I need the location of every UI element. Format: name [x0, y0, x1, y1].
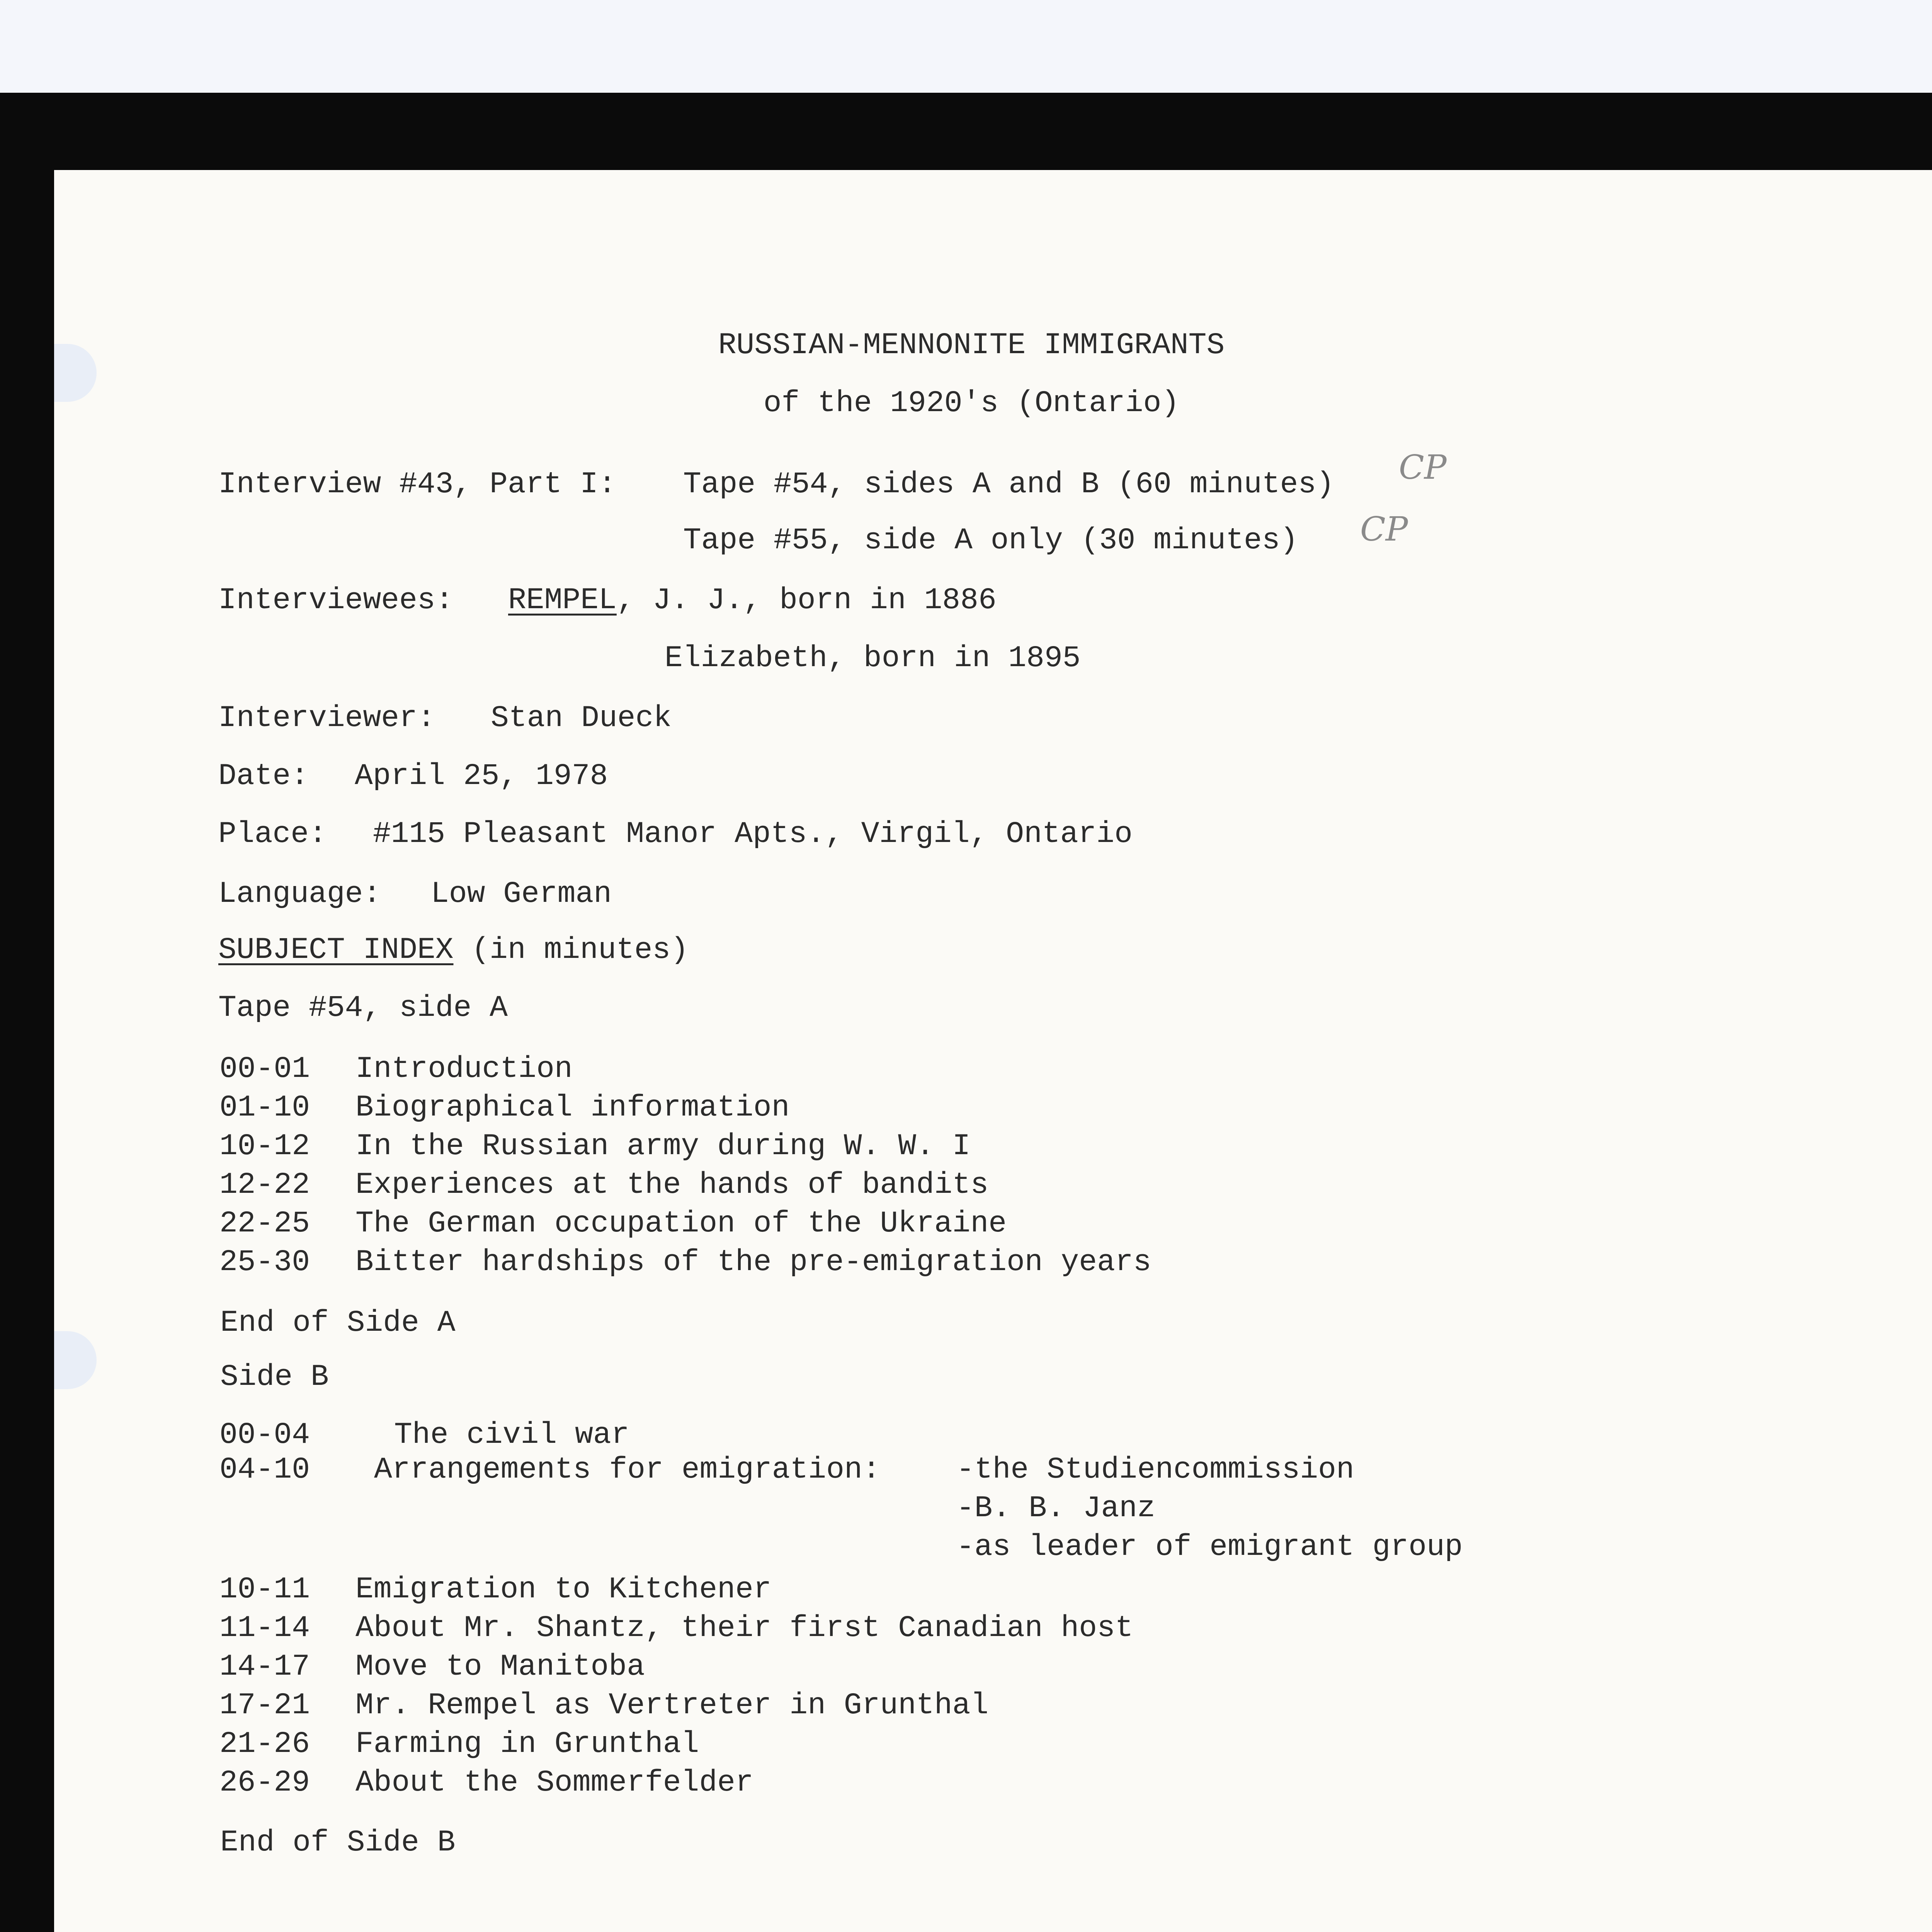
index-subitem: -B. B. Janz — [956, 1492, 1155, 1526]
index-subitem: -the Studiencommission — [956, 1453, 1354, 1487]
index-time: 10-11 — [219, 1573, 310, 1607]
language-label: Language: — [218, 877, 381, 911]
index-topic: About the Sommerfelder — [355, 1766, 753, 1800]
index-time: 00-04 — [219, 1418, 310, 1452]
place-value: #115 Pleasant Manor Apts., Virgil, Ontario — [373, 817, 1133, 851]
background-sheet — [0, 0, 1932, 93]
interviewee-line-1 — [508, 585, 997, 616]
side-b-heading: Side B — [220, 1360, 329, 1394]
index-topic: The German occupation of the Ukraine — [355, 1207, 1007, 1241]
language-value: Low German — [431, 877, 612, 911]
tape-heading: Tape #54, side A — [218, 991, 508, 1025]
index-time: 10-12 — [219, 1129, 310, 1163]
handwritten-mark-1: CP — [1399, 448, 1447, 487]
index-time: 00-01 — [219, 1052, 310, 1086]
index-topic: Experiences at the hands of bandits — [355, 1168, 989, 1202]
index-topic: About Mr. Shantz, their first Canadian host — [355, 1611, 1133, 1645]
index-time: 01-10 — [219, 1091, 310, 1125]
index-topic: Arrangements for emigration: — [374, 1453, 881, 1487]
index-topic: Emigration to Kitchener — [355, 1573, 772, 1607]
title-line-2: of the 1920's (Ontario) — [763, 386, 1180, 420]
subject-index-suffix: (in minutes) — [471, 933, 689, 967]
subject-index-label: SUBJECT INDEX — [218, 933, 454, 967]
index-time: 26-29 — [219, 1766, 310, 1800]
index-topic: The civil war — [394, 1418, 629, 1452]
handwritten-mark-2: CP — [1360, 510, 1408, 549]
index-time: 11-14 — [219, 1611, 310, 1645]
interviewee-details: , J. J., born in 1886 — [616, 583, 997, 617]
date-value: April 25, 1978 — [355, 759, 608, 793]
index-time: 12-22 — [219, 1168, 310, 1202]
interviewer-value: Stan Dueck — [491, 701, 672, 735]
end-side-a: End of Side A — [220, 1306, 456, 1340]
interviewee-line-2: Elizabeth, born in 1895 — [665, 641, 1081, 675]
subject-index-heading — [218, 935, 689, 965]
interviewee-surname: REMPEL — [508, 583, 617, 617]
end-side-b: End of Side B — [220, 1826, 456, 1860]
date-label: Date: — [218, 759, 309, 793]
index-topic: Mr. Rempel as Vertreter in Grunthal — [355, 1689, 989, 1723]
index-time: 25-30 — [219, 1245, 310, 1279]
index-topic: Bitter hardships of the pre-emigration years — [355, 1245, 1151, 1279]
tape-1-info: Tape #54, sides A and B (60 minutes) — [683, 468, 1335, 502]
title-line-1: RUSSIAN-MENNONITE IMMIGRANTS — [718, 328, 1225, 362]
index-subitem: -as leader of emigrant group — [956, 1530, 1463, 1564]
index-topic: Introduction — [355, 1052, 573, 1086]
index-topic: Farming in Grunthal — [355, 1727, 699, 1761]
index-time: 14-17 — [219, 1650, 310, 1684]
tape-2-info: Tape #55, side A only (30 minutes) — [683, 524, 1298, 558]
interviewer-label: Interviewer: — [218, 701, 435, 735]
interview-label: Interview #43, Part I: — [218, 468, 616, 502]
index-time: 22-25 — [219, 1207, 310, 1241]
index-time: 04-10 — [219, 1453, 310, 1487]
index-time: 21-26 — [219, 1727, 310, 1761]
interviewees-label: Interviewees: — [218, 583, 454, 617]
place-label: Place: — [218, 817, 327, 851]
index-topic: Biographical information — [355, 1091, 790, 1125]
index-topic: In the Russian army during W. W. I — [355, 1129, 971, 1163]
index-topic: Move to Manitoba — [355, 1650, 645, 1684]
index-time: 17-21 — [219, 1689, 310, 1723]
document-page — [54, 170, 1932, 1932]
